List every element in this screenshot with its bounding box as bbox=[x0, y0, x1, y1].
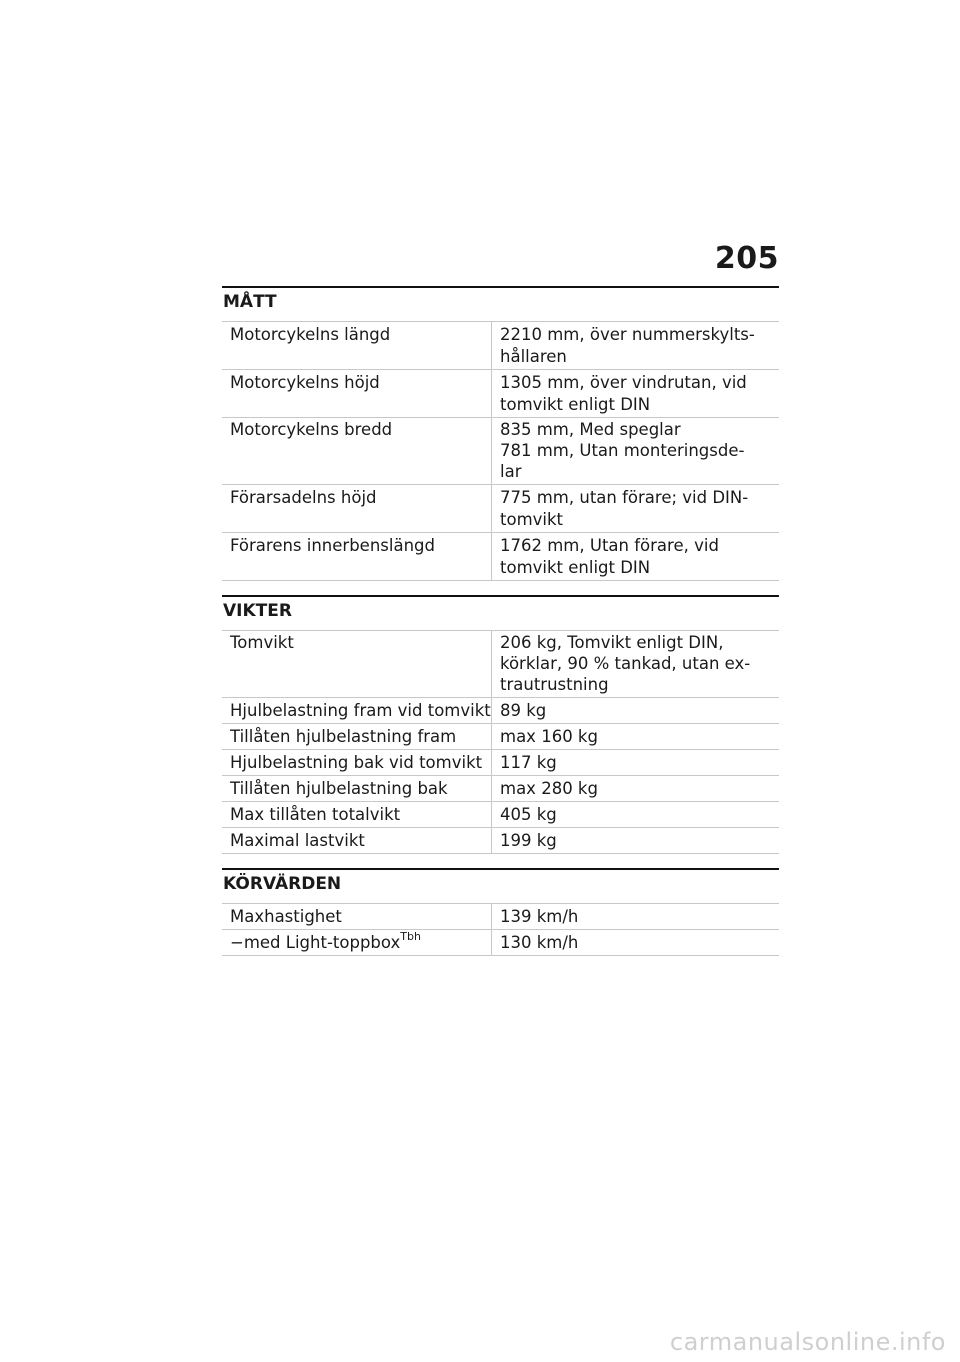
row-value: 117 kg bbox=[500, 753, 557, 772]
row-label: Motorcykelns höjd bbox=[222, 370, 492, 417]
row-value: 2210 mm, över nummerskylts- hållaren bbox=[500, 325, 755, 366]
table-row bbox=[222, 631, 779, 698]
table-row bbox=[222, 322, 779, 370]
row-label: Motorcykelns bredd bbox=[222, 418, 492, 484]
table-row bbox=[222, 370, 779, 418]
row-label: Tillåten hjulbelastning bak bbox=[222, 776, 492, 801]
row-value: 130 km/h bbox=[500, 933, 579, 952]
row-value: max 160 kg bbox=[500, 727, 598, 746]
page-number: 205 bbox=[714, 241, 779, 276]
table-row bbox=[222, 802, 779, 828]
row-label: Maximal lastvikt bbox=[222, 828, 492, 853]
row-label: Förarsadelns höjd bbox=[222, 485, 492, 532]
table-row bbox=[222, 904, 779, 930]
row-value: 89 kg bbox=[500, 701, 547, 720]
section-title: KÖRVÄRDEN bbox=[222, 868, 779, 904]
row-label: Max tillåten totalvikt bbox=[222, 802, 492, 827]
row-value: 139 km/h bbox=[500, 907, 579, 926]
row-value: 835 mm, Med speglar 781 mm, Utan monteringsde- lar bbox=[500, 420, 745, 481]
table-row bbox=[222, 930, 779, 956]
row-value: 405 kg bbox=[500, 805, 557, 824]
row-value: 775 mm, utan förare; vid DIN- tomvikt bbox=[500, 488, 749, 529]
row-label bbox=[222, 930, 492, 955]
table-row bbox=[222, 776, 779, 802]
row-value: 1305 mm, över vindrutan, vid tomvikt enligt DIN bbox=[500, 373, 747, 414]
section-korvarden bbox=[222, 868, 779, 956]
table-row bbox=[222, 750, 779, 776]
watermark: carmanualsonline.info bbox=[669, 1328, 946, 1356]
row-label: Hjulbelastning bak vid tomvikt bbox=[222, 750, 492, 775]
row-label: Förarens innerbenslängd bbox=[222, 533, 492, 580]
row-label: Tomvikt bbox=[222, 631, 492, 697]
row-value: max 280 kg bbox=[500, 779, 598, 798]
section-title: VIKTER bbox=[222, 595, 779, 631]
table-row bbox=[222, 828, 779, 854]
table-row bbox=[222, 533, 779, 581]
section-title: MÅTT bbox=[222, 286, 779, 322]
row-value: 1762 mm, Utan förare, vid tomvikt enligt DIN bbox=[500, 536, 719, 577]
row-value: 199 kg bbox=[500, 831, 557, 850]
row-value: 206 kg, Tomvikt enligt DIN, körklar, 90 % tankad, utan ex- trautrustning bbox=[500, 633, 751, 694]
row-label: Maxhastighet bbox=[222, 904, 492, 929]
table-row bbox=[222, 698, 779, 724]
row-label-text: −med Light-toppbox bbox=[230, 933, 401, 952]
row-label: Hjulbelastning fram vid tomvikt bbox=[222, 698, 492, 723]
page-content bbox=[222, 236, 779, 956]
row-label: Motorcykelns längd bbox=[222, 322, 492, 369]
section-matt bbox=[222, 286, 779, 581]
superscript-note: Tbh bbox=[400, 930, 421, 943]
row-label: Tillåten hjulbelastning fram bbox=[222, 724, 492, 749]
table-row bbox=[222, 724, 779, 750]
table-row bbox=[222, 485, 779, 533]
table-row bbox=[222, 418, 779, 485]
section-vikter bbox=[222, 595, 779, 854]
